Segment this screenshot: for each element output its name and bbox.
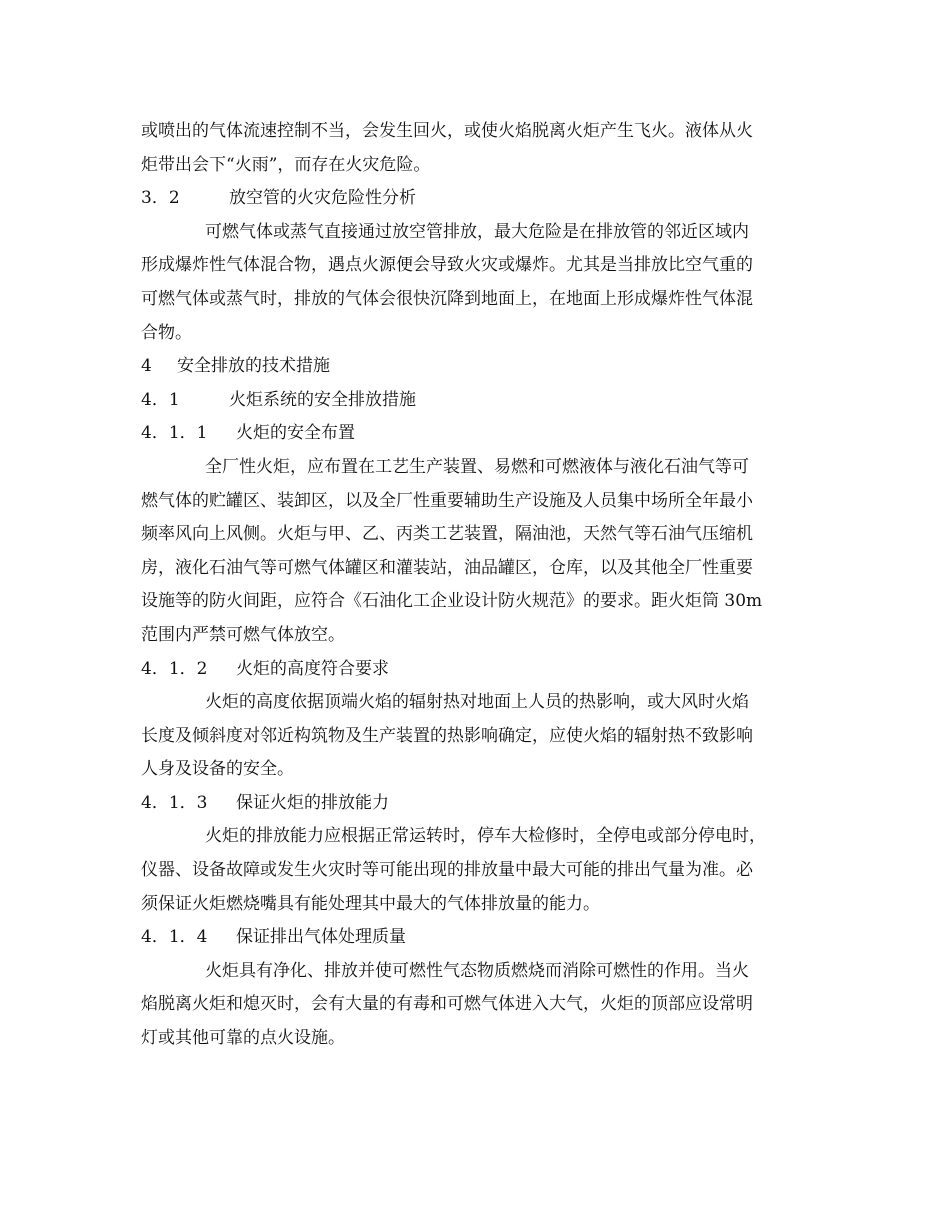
section-heading [141,384,816,418]
section-number: 4．1 [141,389,180,410]
section-title: 保证火炬的排放能力 [236,792,389,813]
paragraph-first-line: 全厂性火炬，应布置在工艺生产装置、易燃和可燃液体与液化石油气等可 [205,456,749,477]
paragraph-first-line: 可燃气体或蒸气直接通过放空管排放，最大危险是在排放管的邻近区域内 [205,221,749,242]
paragraph-line: 频率风向上风侧。火炬与甲、乙、丙类工艺装置，隔油池，天然气等石油气压缩机 [141,524,753,545]
paragraph-line: 可燃气体或蒸气时，排放的气体会很快沉降到地面上，在地面上形成爆炸性气体混 [141,288,753,309]
paragraph-line: 人身及设备的安全。 [141,759,294,780]
section-heading [141,787,816,821]
section-title: 放空管的火灾危险性分析 [229,188,416,209]
paragraph-first-line: 火炬的排放能力应根据正常运转时，停车大检修时，全停电或部分停电时， [205,826,766,847]
section-title: 火炬系统的安全排放措施 [229,389,416,410]
paragraph-line: 须保证火炬燃烧嘴具有能处理其中最大的气体排放量的能力。 [141,893,600,914]
section-number: 4 [141,356,152,377]
paragraph-line: 或喷出的气体流速控制不当，会发生回火，或使火焰脱离火炬产生飞火。液体从火 [141,121,753,141]
paragraph-first-line: 火炬的高度依据顶端火焰的辐射热对地面上人员的热影响，或大风时火焰 [205,692,749,713]
section-title: 火炬的安全布置 [236,423,355,444]
paragraph-line: 形成爆炸性气体混合物，遇点火源便会导致火灾或爆炸。尤其是当排放比空气重的 [141,255,753,276]
paragraph-line: 范围内严禁可燃气体放空。 [141,624,345,645]
section-heading [141,921,816,955]
paragraph-line: 炬带出会下“火雨”，而存在火灾危险。 [141,154,431,175]
paragraph-line: 长度及倾斜度对邻近构筑物及生产装置的热影响确定，应使火焰的辐射热不致影响 [141,725,753,746]
document-body [141,115,816,1056]
paragraph-line: 仪器、设备故障或发生火灾时等可能出现的排放量中最大可能的排出气量为准。必 [141,860,753,881]
paragraph-line: 房，液化石油气等可燃气体罐区和灌装站，油品罐区，仓库，以及其他全厂性重要 [141,557,753,578]
paragraph-line: 焰脱离火炬和熄灭时，会有大量的有毒和可燃气体进入大气，火炬的顶部应设常明 [141,994,753,1015]
section-number: 4．1．1 [141,423,208,444]
section-heading [141,417,816,451]
section-title: 保证排出气体处理质量 [236,927,406,948]
section-number: 4．1．2 [141,658,208,679]
section-heading [141,182,816,216]
section-number: 4．1．3 [141,792,208,813]
paragraph-line: 灯或其他可靠的点火设施。 [141,1028,345,1049]
paragraph-line: 燃气体的贮罐区、装卸区，以及全厂性重要辅助生产设施及人员集中场所全年最小 [141,490,753,511]
paragraph-line: 合物。 [141,322,192,343]
paragraph-line: 设施等的防火间距，应符合《石油化工企业设计防火规范》的要求。距火炬筒 30m [141,591,763,612]
section-number: 3．2 [141,188,180,209]
section-title: 火炬的高度符合要求 [236,658,389,679]
section-title: 安全排放的技术措施 [177,356,330,377]
section-number: 4．1．4 [141,927,208,948]
section-heading [141,653,816,687]
section-heading [141,350,816,384]
paragraph-first-line: 火炬具有净化、排放并使可燃性气态物质燃烧而消除可燃性的作用。当火 [205,960,749,981]
